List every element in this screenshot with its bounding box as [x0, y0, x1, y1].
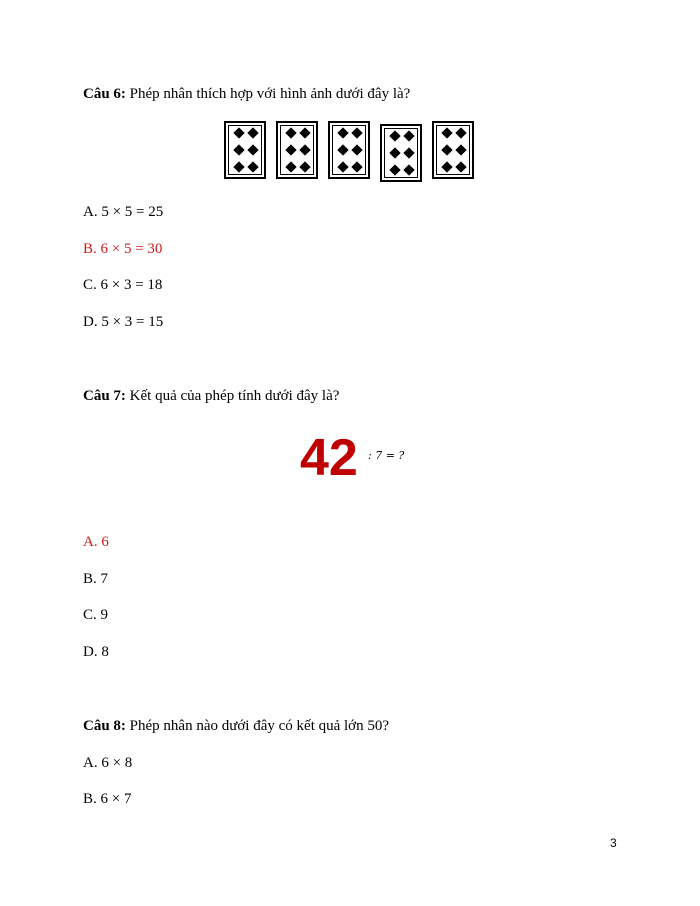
- q6-option-a: A. 5 × 5 = 25: [83, 204, 164, 220]
- card-4: [380, 124, 422, 182]
- question-7-label: Câu 7:: [83, 388, 126, 404]
- q7-option-b: B. 7: [83, 571, 109, 587]
- q6-option-b: B. 6 × 5 = 30: [83, 241, 163, 257]
- q6-option-c: C. 6 × 3 = 18: [83, 277, 163, 293]
- card-1: [224, 121, 266, 179]
- question-7: [83, 387, 339, 405]
- dividend-number: 42: [300, 429, 358, 487]
- card-3: [328, 121, 370, 179]
- q7-option-d: D. 8: [83, 644, 109, 660]
- q7-option-c: C. 9: [83, 607, 109, 623]
- question-8-text: Phép nhân nào dưới đây có kết quả lớn 50?: [125, 718, 390, 734]
- question-6-text: Phép nhân thích hợp với hình ảnh dưới đây là?: [125, 86, 411, 102]
- q8-option-b: B. 6 × 7: [83, 791, 132, 807]
- question-6-label: Câu 6:: [83, 86, 126, 102]
- question-6: [83, 85, 410, 103]
- q7-option-a: A. 6: [83, 534, 109, 550]
- q6-option-d: D. 5 × 3 = 15: [83, 314, 164, 330]
- card-5: [432, 121, 474, 179]
- question-8: [83, 717, 389, 735]
- cards-illustration: [224, 121, 476, 184]
- division-expression: : 7 = ?: [368, 449, 405, 462]
- card-2: [276, 121, 318, 179]
- q8-option-a: A. 6 × 8: [83, 755, 133, 771]
- question-8-label: Câu 8:: [83, 718, 126, 734]
- question-7-text: Kết quả của phép tính dưới đây là?: [125, 388, 340, 404]
- page-number: 3: [610, 836, 617, 850]
